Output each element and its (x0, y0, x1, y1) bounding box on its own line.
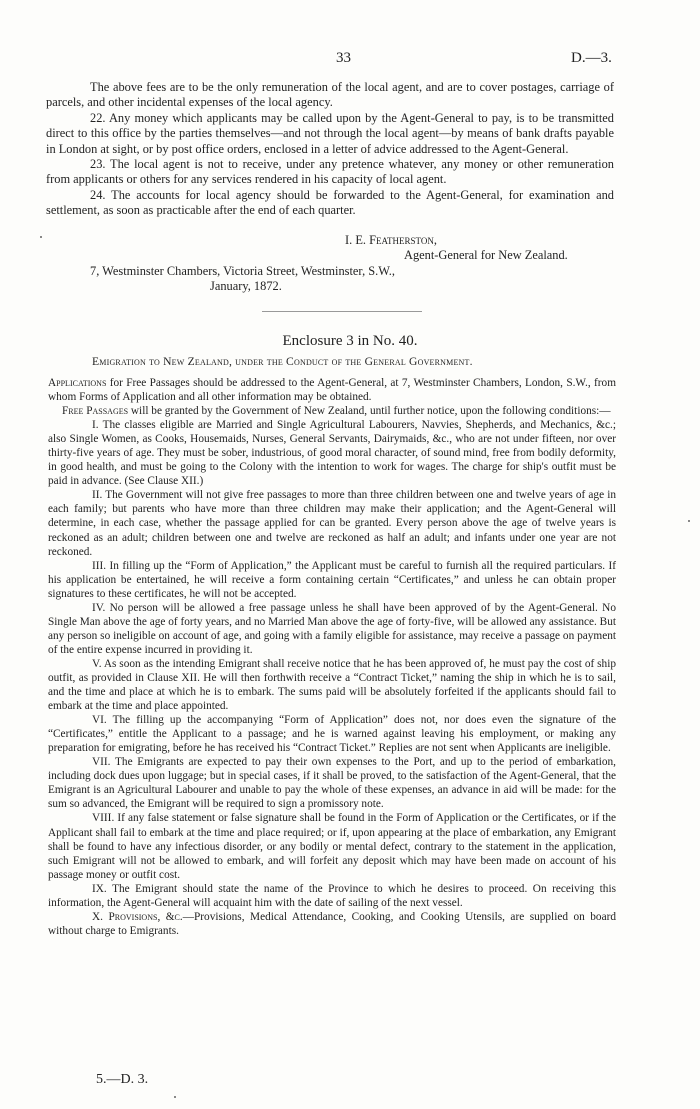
clause-x-text: —Provisions, Medical Attendance, Cooking, and Cooking Utensils, are supplied on board without charge to Emigrants. (48, 910, 616, 937)
paragraph-23: 23. The local agent is not to receive, under any pretence whatever, any money or other remuneration from applicants or others for any services rendered in his capacity of local agent. (46, 157, 614, 187)
clause-viii: VIII. If any false statement or false signature shall be found in the Form of Application or the Certificates, or if the Applicant shall fail to embark at the time and place required; or if, upon appearing at the place of embarkation, any Emigrant shall be found to have any infectious disorder, or any bodily or mental defect, contrary to the statement in the application, such Emigrant will not be allowed to embark, and will forfeit any deposit which may have been made on account of his passage money or outfit cost. (48, 812, 616, 881)
intro-lead: Applications (48, 377, 107, 389)
address-line: 7, Westminster Chambers, Victoria Street, Westminster, S.W., (90, 264, 396, 278)
free-passages-paragraph (48, 404, 616, 418)
clause-iii: III. In filling up the “Form of Application,” the Applicant must be careful to furnish all the required particulars. If his application be entertained, he will receive a form containing certain “Certificates,” and unless he can obtain proper signatures to these certificates, he will not be accepted. (48, 559, 616, 600)
free-passages-lead: Free Passages (62, 405, 129, 418)
date-line: January, 1872. (210, 279, 282, 293)
signatory-name: I. E. Featherston, (345, 233, 437, 247)
page-number: 33 (336, 50, 351, 66)
paragraph-22: 22. Any money which applicants may be called upon by the Agent-General to pay, is to be transmitted direct to this office by the parties themselves—and not through the local agent—by means of bank drafts payable in London at sight, or by post office orders, enclosed in a letter of advice addressed to the Agent-General. (46, 110, 614, 156)
clause-i: I. The classes eligible are Married and Single Agricultural Labourers, Navvies, Shepherds, and Mechanics, &c.; also Single Women, as Cooks, Housemaids, Nurses, General Servants, Dairymaids, &c., who are not under fifteen, nor over thirty-five years of age. They must be sober, industrious, of good moral character, of sound mind, free from bodily deformity, in good health, and must be going to the Colony with the intention to work for wages. The charge for ship's outfit must be paid in advance. (See Clause XII.) (48, 419, 616, 488)
document-reference: D.—3. (571, 50, 612, 66)
top-paragraphs (46, 80, 614, 219)
enclosure-subtitle: Emigration to New Zealand, under the Conduct of the General Government. (92, 355, 473, 368)
clause-x-number: X. (92, 910, 103, 923)
intro-text: for Free Passages should be addressed to the Agent-General, at 7, Westminster Chambers, London, S.W., from whom Forms of Application and all other information may be obtained. (48, 377, 616, 404)
signature-mark: 5.—D. 3. (96, 1072, 149, 1087)
clause-v: V. As soon as the intending Emigrant shall receive notice that he has been approved of, he must pay the cost of ship outfit, as provided in Clause XII. He will then forthwith receive a “Contract Ticket,” naming the ship in which he is to sail, and the time and place at which he is to embark. The sums paid will be absolutely forfeited if the applicants should fail to embark at the time and place appointed. (48, 657, 616, 713)
margin-speck (174, 1096, 176, 1098)
clause-iv: IV. No person will be allowed a free passage unless he shall have been approved of by the Agent-General. No Single Man above the age of forty years, and no Married Man above the age of forty-five, will be allowed any assistance. But any person so ineligible on account of age, and going with a family eligible for assistance, may receive a passage on payment of the entire expense incurred in providing it. (48, 601, 616, 656)
clause-vi: VI. The filling up the accompanying “Form of Application” does not, nor does even the signature of the “Certificates,” entitle the Applicant to a passage; and he is warned against leaving his employment, or making any preparation for emigrating, before he has received his “Contract Ticket.” Replies are not sent when Applicants are ineligible. (48, 714, 616, 755)
clause-ii: II. The Government will not give free passages to more than three children between one and twelve years of age in each family; but parents who have more than three children may make their application; and the Agent-General will determine, in each case, whether the passage applied for can be granted. Every person above the age of twelve years is reckoned as an adult; children between one and twelve are reckoned as half an adult; and infants under one year are not reckoned. (48, 489, 616, 558)
section-divider (262, 311, 422, 312)
signatory-title: Agent-General for New Zealand. (404, 248, 568, 262)
clause-ix: IX. The Emigrant should state the name of the Province to which he desires to proceed. On receiving this information, the Agent-General will acquaint him with the date of sailing of the next vessel. (48, 882, 616, 909)
clause-x-lead: Provisions, &c. (108, 910, 183, 923)
margin-speck (688, 520, 690, 522)
clause-vii: VII. The Emigrants are expected to pay their own expenses to the Port, and up to the period of embarkation, including dock dues upon luggage; but in special cases, if it shall be proved, to the satisfaction of the Agent-General, that the Emigrant is an Agricultural Labourer and unable to pay the whole of these expenses, an advance in aid will be made: for the sum so advanced, the Emigrant will be required to sign a promissory note. (48, 756, 616, 811)
paragraph-24: 24. The accounts for local agency should be forwarded to the Agent-General, for examination and settlement, as soon as practicable after the end of each quarter. (46, 187, 614, 218)
margin-speck (40, 236, 42, 238)
enclosure-title: Enclosure 3 in No. 40. (282, 333, 418, 349)
intro-paragraph (48, 376, 616, 404)
free-passages-text: will be granted by the Government of New Zealand, until further notice, upon the following conditions:— (128, 405, 611, 418)
clause-x (48, 910, 616, 938)
enclosure-body (48, 376, 616, 938)
paragraph-fees: The above fees are to be the only remuneration of the local agent, and are to cover postages, carriage of parcels, and other incidental expenses of the local agency. (46, 80, 614, 110)
